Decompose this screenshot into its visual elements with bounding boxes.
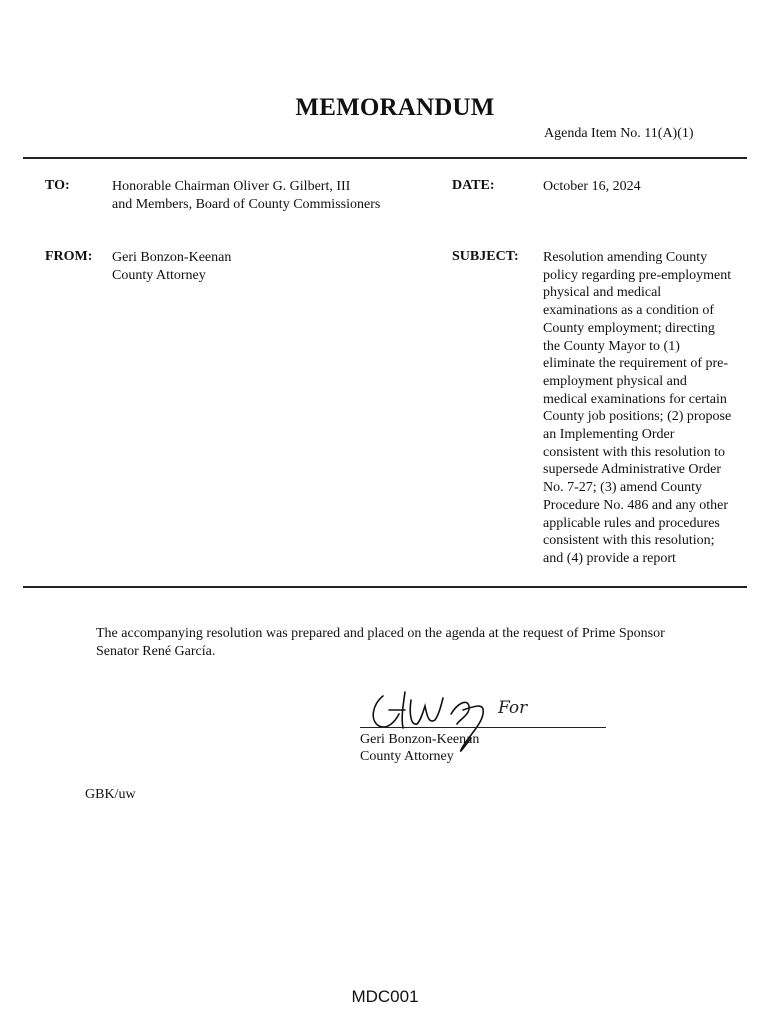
subject-line: employment physical and	[543, 373, 687, 389]
to-recipients	[112, 178, 432, 213]
subject-line: an Implementing Order	[543, 427, 675, 443]
signature-block	[360, 731, 479, 765]
to-label: TO:	[45, 178, 70, 193]
subject-line: supersede Administrative Order	[543, 462, 722, 478]
signature-line	[360, 727, 606, 728]
date-value: October 16, 2024	[543, 179, 641, 194]
subject-line: eliminate the requirement of pre-	[543, 356, 729, 372]
to-line: Honorable Chairman Oliver G. Gilbert, III	[112, 179, 351, 194]
header-bottom-rule	[23, 586, 747, 588]
subject-line: consistent with this resolution;	[543, 533, 715, 549]
subject-text	[543, 249, 755, 568]
page-footer-code: MDC001	[351, 987, 419, 1006]
subject-line: examinations as a condition of	[543, 303, 715, 319]
from-sender	[112, 249, 432, 284]
subject-line: applicable rules and procedures	[543, 515, 720, 531]
subject-line: Procedure No. 486 and any other	[543, 497, 729, 513]
memo-body	[96, 625, 726, 660]
body-line: The accompanying resolution was prepared and placed on the agenda at the request of Prime Sponsor	[96, 626, 665, 641]
memo-title: MEMORANDUM	[295, 94, 495, 121]
agenda-item-number: Agenda Item No. 11(A)(1)	[544, 126, 694, 141]
body-line: Senator René García.	[96, 643, 216, 659]
from-line: Geri Bonzon-Keenan	[112, 250, 232, 265]
subject-line: the County Mayor to (1)	[543, 338, 680, 354]
signature-for-text: For	[498, 698, 528, 718]
subject-line: No. 7-27; (3) amend County	[543, 480, 703, 496]
header-top-rule	[23, 157, 747, 159]
subject-line: and (4) provide a report	[543, 550, 676, 566]
from-label: FROM:	[45, 249, 93, 264]
subject-line: County job positions; (2) propose	[543, 409, 732, 425]
signature-title: County Attorney	[360, 749, 454, 764]
to-line: and Members, Board of County Commissioners	[112, 196, 381, 212]
from-line: County Attorney	[112, 267, 206, 283]
subject-line: policy regarding pre-employment	[543, 267, 732, 283]
date-label: DATE:	[452, 178, 495, 193]
subject-line: consistent with this resolution to	[543, 444, 725, 460]
subject-line: County employment; directing	[543, 320, 715, 336]
subject-line: medical examinations for certain	[543, 391, 727, 407]
signature-name: Geri Bonzon-Keenan	[360, 732, 480, 747]
subject-label: SUBJECT:	[452, 249, 519, 264]
subject-line: physical and medical	[543, 285, 662, 301]
typist-initials: GBK/uw	[85, 787, 136, 802]
subject-line: Resolution amending County	[543, 250, 708, 265]
